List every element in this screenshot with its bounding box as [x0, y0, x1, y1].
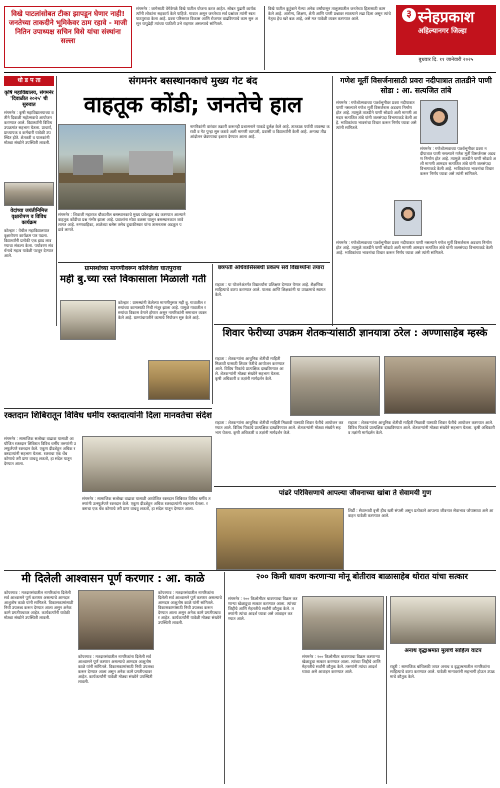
masthead-title: स्नेहप्रकाश: [418, 8, 475, 26]
farmers-text-2: राहाता : शेतकऱ्यांना आधुनिक शेतीची माहिती मिळावी यासाठी शिवार फेरीचे आयोजन करण्यात आले. विविध पिकांचे प्रात्यक्षिक दाखविण्यात आले. शेतकऱ्यांनी मोठ्या संख्येने सहभाग घेतला. कृषी अधिकारी व तज्ञांनी मार्गदर्शन केले.: [215, 420, 344, 435]
masthead: [396, 5, 496, 55]
ganesh-text-3: संगमनेर : गणेशोत्सवाच्या पार्श्वभूमीवर प्रवरा नदीपात्रात पाणी नसल्याने गणेश मूर्ती विसर्जनास अडचण निर्माण होत आहे. त्यामुळे तातडीने पाणी सोडावे अशी मागणी आमदार सत्यजित तांबे यांनी जलसंपदा विभागाकडे केली आहे. भाविकांच्या भावनांचा विचार करून निर्णय घ्यावा असे त्यांनी सांगितले.: [336, 240, 493, 255]
blood-headline: रक्तदान शिबिरातून विविध धर्मीय रक्तदात्यांनी दिला मानवतेचा संदेश: [4, 411, 212, 421]
farmers-photo-1: [290, 356, 380, 416]
college-photo-2: [148, 360, 210, 400]
college-headline-2: मही बु.च्या रस्ते विकासाला मिळाली गती: [59, 274, 207, 285]
scheme-headline: छत्रपती अधिवासिसंबंधी प्रकल्प सर्व विद्यार्थ्यांना तयारा: [217, 265, 325, 271]
promise-text-2: कोपरगाव : मतदारसंघातील नागरिकांना दिलेली सर्व आश्वासने पूर्ण करणार असल्याचे आमदार आशुतोष काळे यांनी सांगितले. विकासकामांसाठी निधी उपलब्ध करून देण्यात आला असून अनेक कामे प्रगतीपथावर आहेत. कार्यकर्त्यांनी यावेळी मोठ्या संख्येने उपस्थिती लावली.: [78, 654, 154, 684]
scheme-text: राहाता : या योजनेअंतर्गत विद्यार्थ्यांना प्रशिक्षण देण्यात येणार आहे. शैक्षणिक साहित्याचे वाटप करण्यात आले. पालक आणि शिक्षकांनी या उपक्रमाचे स्वागत केले.: [215, 282, 326, 297]
blood-text: संगमनेर : सामाजिक सलोखा वाढावा यासाठी आयोजित रक्तदान शिबिरात विविध धर्मीय तरुणांनी उत्स्फूर्तपणे रक्तदान केले. एकूण दीडशेहून अधिक रक्तदात्यांनी सहभाग घेतला. रक्ताचा एक थेंब कोणाचे तरी प्राण वाचवू शकतो, हा संदेश यातून देण्यात आला.: [4, 436, 76, 466]
farmers-text-3: राहाता : शेतकऱ्यांना आधुनिक शेतीची माहिती मिळावी यासाठी शिवार फेरीचे आयोजन करण्यात आले. विविध पिकांचे प्रात्यक्षिक दाखविण्यात आले. शेतकऱ्यांनी मोठ्या संख्येने सहभाग घेतला. कृषी अधिकारी व तज्ञांनी मार्गदर्शन केले.: [348, 420, 495, 435]
top-right-text: विखे पाटील कुटुंबाने गेल्या अनेक वर्षांपासून तालुक्यातील जनतेच्या हितासाठी काम केले आहे. आरोग्य, शिक्षण, शेती आणि पाणी प्रश्नावर सातत्याने लढा दिला असून त्यांचे नेतृत्व हेच खरे बळ आहे, असे मत यावेळी व्यक्त करण्यात आले.: [268, 6, 391, 21]
lead-kicker: संगमनेर बसस्थानकाचे मुख्य गेट बंद: [128, 76, 258, 87]
farmers-photo-2: [384, 356, 496, 414]
lead-text-1: संगमनेर : शिवाजी महाराज चौकातील बसस्थानकाचे मुख्य प्रवेशद्वार बंद करण्यात आल्याने वाहतूक कोंडीचा प्रश्न गंभीर झाला आहे. प्रवाशांना मोठा वळसा घालून बसस्थानकात जावे लागत आहे. रुग्णवाहिका, शाळेच्या बसेस तसेच दुचाकीस्वार यांना तासनतास अडकून पडावे लागते.: [58, 212, 186, 232]
bottom-right-text: राहुरी : सामाजिक बांधिलकी जपत अनाथ व वृद्धाश्रमातील नागरिकांना साहित्याचे वाटप करण्यात आले. यावेळी मान्यवरांनी सहभागी होऊन उपक्रमाचे कौतुक केले.: [390, 664, 495, 679]
lead-text-2: नागरिकांनी वारंवार तक्रारी करूनही प्रशासनाने याकडे दुर्लक्ष केले आहे. तात्काळ पर्यायी व्यवस्था करावी व गेट पुन्हा सुरु करावे अशी मागणी व्यापारी, प्रवासी व विद्यार्थ्यांनी केली आहे. अन्यथा तीव्र आंदोलन छेडण्याचा इशारा देण्यात आला आहे.: [190, 124, 330, 139]
run-headline: २०० किमी धावण करणाऱ्या मोनू बोतीराव बाळासाहेब थोरात यांचा सत्कार: [256, 572, 468, 581]
blood-photo-2: [216, 508, 344, 570]
top-center-text: संगमनेर : जागेसाठी वेगेवेगळे विखे पाटील योजना करत आहेत. सोबत पुढारी कार्यकर्त्यांनी लोकांना सहकार्य केले पाहिजे. गावात असून जनतेच्या सर्व प्रश्नांवर त्यांनी स्वतः पाठपुरावा केला आहे. प्रवरा परिसरात विकास आणि रोजगार वाढविण्याचे काम सुरु असून यापुढेही त्यांच्या पाठीशी उभे राहणार असल्याचे सांगितले.: [136, 6, 258, 26]
farmers-headline: शिवार फेरीच्या उपक्रम शेतकऱ्यांसाठी ज्ञानयात्रा ठरेल : अण्णासाहेब म्हस्के: [222, 328, 488, 339]
left-photo: [4, 182, 54, 206]
promise-text: कोपरगाव : मतदारसंघातील नागरिकांना दिलेली सर्व आश्वासने पूर्ण करणार असल्याचे आमदार आशुतोष काळे यांनी सांगितले. विकासकामांसाठी निधी उपलब्ध करून देण्यात आला असून अनेक कामे प्रगतीपथावर आहेत. कार्यकर्त्यांनी यावेळी मोठ्या संख्येने उपस्थिती लावली.: [4, 590, 74, 620]
lead-headline: वाहतूक कोंडी; जनतेचे हाल: [83, 93, 303, 118]
left-column: [4, 90, 54, 322]
run-text: संगमनेर : २०० किलोमीटर धावण्याचा विक्रम करणाऱ्या खेळाडूचा सत्कार करण्यात आला. त्यांच्या जिद्दीचे आणि मेहनतीचे सर्वांनी कौतुक केले. तरुणांनी त्यांचा आदर्श घ्यावा असे आवाहन करण्यात आले.: [228, 596, 298, 621]
farmers-headline-2: पांढरे परिविसणाचे आपल्या जीवनाच्या खांबा ते सेवामयी गुण: [278, 489, 432, 497]
blood-text-2: संगमनेर : सामाजिक सलोखा वाढावा यासाठी आयोजित रक्तदान शिबिरात विविध धर्मीय तरुणांनी उत्स्फूर्तपणे रक्तदान केले. एकूण दीडशेहून अधिक रक्तदात्यांनी सहभाग घेतला. रक्ताचा एक थेंब कोणाचे तरी प्राण वाचवू शकतो, हा संदेश यातून देण्यात आला.: [82, 496, 211, 511]
blood-photo-1: [82, 436, 212, 492]
run-photo: [302, 596, 384, 650]
left-headline: कृषि महाविद्यालय, संगमनेर 'दिवाळीत २०२५' ची सुरुवात: [4, 90, 54, 108]
ganesh-portrait-2: [394, 200, 422, 236]
farmers-text-4: शिर्डी : सेवाभावी वृत्ती हीच खरी संपत्ती असून प्रत्येकाने आपल्या जीवनात सेवाभाव जोपासावा असे आवाहन यावेळी करण्यात आले.: [348, 508, 494, 518]
masthead-subtitle: अहिल्यानगर जिल्हा: [418, 27, 467, 35]
ganesh-text: संगमनेर : गणेशोत्सवाच्या पार्श्वभूमीवर प्रवरा नदीपात्रात पाणी नसल्याने गणेश मूर्ती विसर्जनास अडचण निर्माण होत आहे. त्यामुळे तातडीने पाणी सोडावे अशी मागणी आमदार सत्यजित तांबे यांनी जलसंपदा विभागाकडे केली आहे. भाविकांच्या भावनांचा विचार करून निर्णय घ्यावा असे त्यांनी सांगितले.: [336, 100, 418, 130]
college-photo: [60, 300, 116, 340]
left-headline-2: वेदांच्या जयंतीनिमित्त वृक्षारोपण व विविध कार्यक्रम: [10, 208, 48, 226]
section-tag: धो ड प ता: [4, 76, 54, 86]
ganesh-text-2: संगमनेर : गणेशोत्सवाच्या पार्श्वभूमीवर प्रवरा नदीपात्रात पाणी नसल्याने गणेश मूर्ती विसर्जनास अडचण निर्माण होत आहे. त्यामुळे तातडीने पाणी सोडावे अशी मागणी आमदार सत्यजित तांबे यांनी जलसंपदा विभागाकडे केली आहे. भाविकांच्या भावनांचा विचार करून निर्णय घ्यावा असे त्यांनी सांगितले.: [420, 146, 496, 176]
edition-date: बुधवार दि. ११ जानेवारी २०२५: [418, 57, 474, 63]
top-left-headline: विखे पाटलांसोबत टीका झापडून घेणार नाही! जनतेच्या ताकदीने भूमिकेवर ठाम रहावे - माजी नितिन उपाध्यक्ष सचिन विसे यांचा संस्थांना सल्ला: [8, 10, 128, 45]
promise-text-3: कोपरगाव : मतदारसंघातील नागरिकांना दिलेली सर्व आश्वासने पूर्ण करणार असल्याचे आमदार आशुतोष काळे यांनी सांगितले. विकासकामांसाठी निधी उपलब्ध करून देण्यात आला असून अनेक कामे प्रगतीपथावर आहेत. कार्यकर्त्यांनी यावेळी मोठ्या संख्येने उपस्थिती लावली.: [158, 590, 222, 625]
run-text-2: संगमनेर : २०० किलोमीटर धावण्याचा विक्रम करणाऱ्या खेळाडूचा सत्कार करण्यात आला. त्यांच्या जिद्दीचे आणि मेहनतीचे सर्वांनी कौतुक केले. तरुणांनी त्यांचा आदर्श घ्यावा असे आवाहन करण्यात आले.: [302, 654, 381, 674]
college-headline: ग्रामस्थांच्या मागणीवरून कॉलेजेला घातपुरावा: [84, 265, 182, 272]
promise-photo: [78, 590, 154, 650]
lead-photo: [58, 124, 186, 210]
bottom-right-headline: अनाथ वृद्धाश्रमात मुलांचे साहित्य वाटप: [404, 648, 482, 654]
page-number: ३: [402, 8, 416, 22]
top-left-box: [4, 6, 132, 68]
bottom-right-photo: [390, 596, 496, 644]
farmers-text: राहाता : शेतकऱ्यांना आधुनिक शेतीची माहिती मिळावी यासाठी शिवार फेरीचे आयोजन करण्यात आले. विविध पिकांचे प्रात्यक्षिक दाखविण्यात आले. शेतकऱ्यांनी मोठ्या संख्येने सहभाग घेतला. कृषी अधिकारी व तज्ञांनी मार्गदर्शन केले.: [215, 356, 285, 381]
ganesh-portrait: [420, 100, 458, 144]
left-text-2: कोल्हार : येथील महाविद्यालयात वृक्षारोपण कार्यक्रम पार पडला. विद्यार्थ्यांनी प्रत्येकी एक झाड लावण्याचा संकल्प केला. पर्यावरण संवर्धनाचे महत्व यावेळी पटवून देण्यात आले.: [4, 228, 54, 258]
promise-headline: मी दिलेली आश्वासन पूर्ण करणार : आ. काळे: [21, 572, 205, 585]
college-text: कोल्हार : ग्रामस्थांनी केलेल्या मागणीनुसार मही बु. गावातील रस्त्यांच्या कामासाठी निधी मंजूर झाला आहे. यामुळे गावातील रस्त्यांचा विकास वेगाने होणार असून नागरिकांनी समाधान व्यक्त केले आहे. ग्रामपंचायतीने कामाचे नियोजन सुरु केले आहे.: [118, 300, 207, 320]
ganesh-headline: गणेश मूर्ती विसर्जनासाठी प्रवरा नदीपात्रात तातडीने पाणी सोडा : आ. सत्यजित तांबे: [340, 76, 492, 95]
left-text: संगमनेर : कृषी महाविद्यालयाच्या वतीने दिवाळी महोत्सवाचे आयोजन करण्यात आले. विद्यार्थ्यांनी विविध उपक्रमांत सहभाग घेतला. प्राचार्य, प्राध्यापक व कर्मचारी यावेळी उपस्थित होते. शेतकरी व पालकांनी मोठ्या संख्येने उपस्थिती लावली.: [4, 110, 54, 145]
